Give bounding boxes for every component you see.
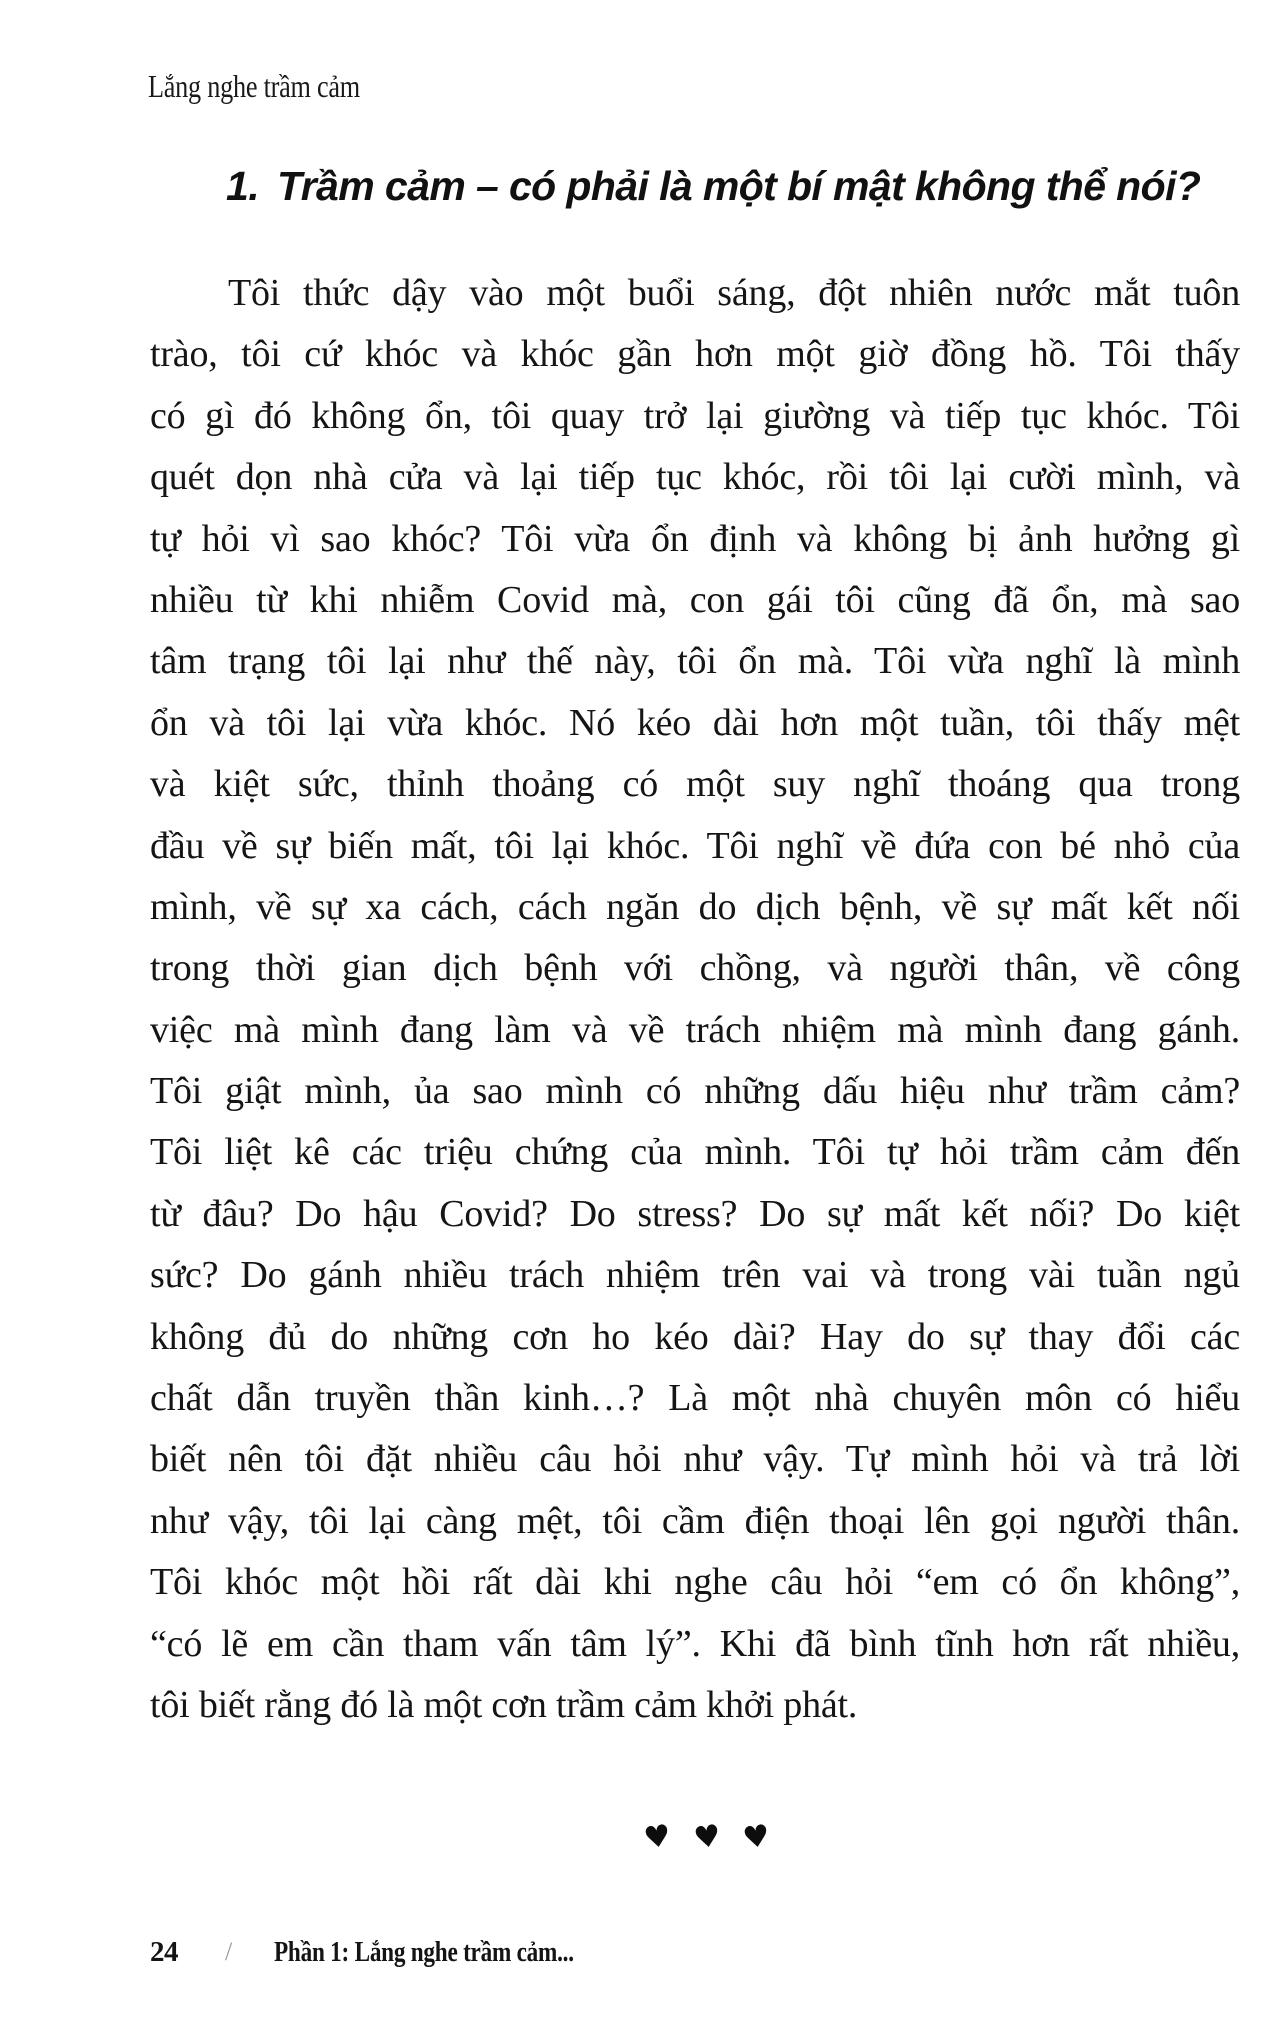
- footer-part-title: Phần 1: Lắng nghe trầm cảm...: [274, 1936, 574, 1968]
- body-line: như vậy, tôi lại càng mệt, tôi cầm điện thoại lên gọi người thân.: [150, 1499, 1240, 1542]
- body-line: đầu về sự biến mất, tôi lại khóc. Tôi nghĩ về đứa con bé nhỏ của: [150, 824, 1240, 867]
- body-line: việc mà mình đang làm và về trách nhiệm mà mình đang gánh.: [150, 1008, 1240, 1051]
- body-line: chất dẫn truyền thần kinh…? Là một nhà chuyên môn có hiểu: [150, 1377, 1240, 1420]
- body-line: tự hỏi vì sao khóc? Tôi vừa ổn định và không bị ảnh hưởng gì: [150, 517, 1240, 560]
- body-line: biết nên tôi đặt nhiều câu hỏi như vậy. Tự mình hỏi và trả lời: [150, 1438, 1240, 1481]
- heart-icon: ♥: [641, 1818, 674, 1857]
- body-line: quét dọn nhà cửa và lại tiếp tục khóc, rồi tôi lại cười mình, và: [150, 456, 1240, 499]
- body-line: tâm trạng tôi lại như thế này, tôi ổn mà. Tôi vừa nghĩ là mình: [150, 640, 1240, 683]
- body-line: không đủ do những cơn ho kéo dài? Hay do sự thay đổi các: [150, 1315, 1240, 1358]
- body-line: mình, về sự xa cách, cách ngăn do dịch bệnh, về sự mất kết nối: [150, 885, 1240, 928]
- body-line: trong thời gian dịch bệnh với chồng, và người thân, về công: [150, 947, 1240, 990]
- section-title: Trầm cảm – có phải là một bí mật không thể nói?: [277, 163, 1201, 209]
- body-line: trào, tôi cứ khóc và khóc gần hơn một giờ đồng hồ. Tôi thấy: [150, 333, 1240, 376]
- page-number: 24: [150, 1936, 178, 1968]
- body-line: tôi biết rằng đó là một cơn trầm cảm khởi phát.: [150, 1683, 858, 1726]
- section-number: 1.: [226, 163, 259, 209]
- body-paragraph: [150, 263, 1240, 1736]
- body-line: có gì đó không ổn, tôi quay trở lại giường và tiếp tục khóc. Tôi: [150, 394, 1240, 437]
- body-line: Tôi thức dậy vào một buổi sáng, đột nhiên nước mắt tuôn: [228, 272, 1240, 314]
- body-line: nhiều từ khi nhiễm Covid mà, con gái tôi cũng đã ổn, mà sao: [150, 578, 1240, 621]
- body-line: Tôi giật mình, ủa sao mình có những dấu hiệu như trầm cảm?: [150, 1070, 1240, 1113]
- body-line: từ đâu? Do hậu Covid? Do stress? Do sự mất kết nối? Do kiệt: [150, 1192, 1240, 1235]
- body-line: “có lẽ em cần tham vấn tâm lý”. Khi đã bình tĩnh hơn rất nhiều,: [150, 1622, 1240, 1665]
- body-line: ổn và tôi lại vừa khóc. Nó kéo dài hơn một tuần, tôi thấy mệt: [150, 701, 1240, 744]
- body-line: Tôi liệt kê các triệu chứng của mình. Tôi tự hỏi trầm cảm đến: [150, 1131, 1240, 1174]
- heart-icon: ♥: [740, 1818, 773, 1857]
- section-heading: [226, 160, 1256, 212]
- section-break-ornament: [641, 1818, 773, 1858]
- body-line: sức? Do gánh nhiều trách nhiệm trên vai và trong vài tuần ngủ: [150, 1254, 1240, 1297]
- body-line: Tôi khóc một hồi rất dài khi nghe câu hỏi “em có ổn không”,: [150, 1561, 1240, 1604]
- running-header: Lắng nghe trầm cảm: [148, 68, 360, 104]
- heart-icon: ♥: [691, 1818, 723, 1857]
- footer-separator: /: [225, 1937, 233, 1966]
- body-line: và kiệt sức, thỉnh thoảng có một suy nghĩ thoáng qua trong: [150, 763, 1240, 806]
